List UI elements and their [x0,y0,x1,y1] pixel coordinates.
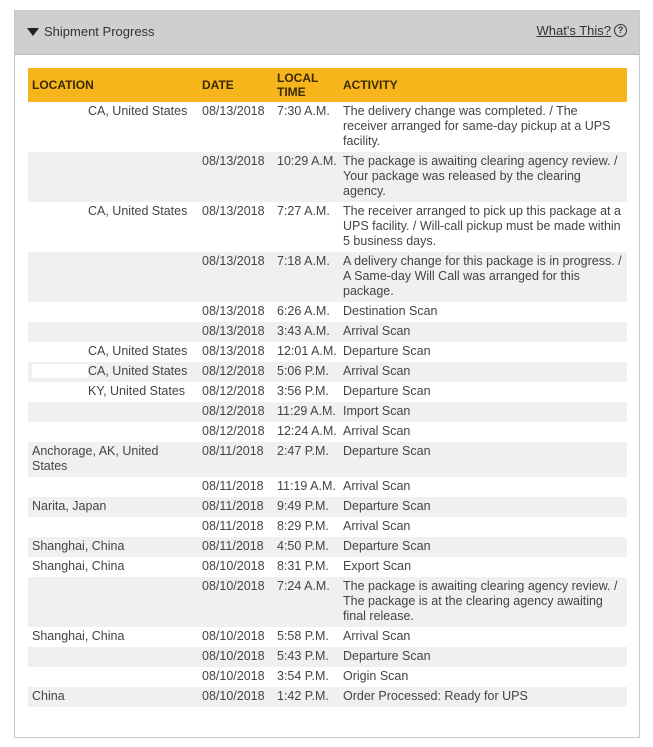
caret-down-icon [27,28,39,36]
redacted-block [32,204,88,218]
row-time: 10:29 A.M. [273,152,339,202]
table-row [28,402,627,422]
row-location [28,362,198,382]
row-activity: The delivery change was completed. / The receiver arranged for same-day pickup at a UPS facility. [339,102,627,152]
redacted-block [32,344,88,358]
row-location [28,667,198,687]
row-date: 08/10/2018 [198,647,273,667]
row-activity: Departure Scan [339,342,627,362]
row-time: 7:30 A.M. [273,102,339,152]
row-date: 08/13/2018 [198,152,273,202]
row-date: 08/11/2018 [198,442,273,477]
row-location [28,647,198,667]
row-activity: Destination Scan [339,302,627,322]
row-activity: Departure Scan [339,537,627,557]
row-time: 2:47 P.M. [273,442,339,477]
row-activity: Arrival Scan [339,477,627,497]
row-date: 08/11/2018 [198,477,273,497]
table-row [28,382,627,402]
table-header-row [28,68,627,102]
row-date: 08/12/2018 [198,402,273,422]
row-location [28,402,198,422]
col-date: DATE [198,68,273,102]
row-location [28,517,198,537]
row-date: 08/10/2018 [198,557,273,577]
row-location: Narita, Japan [28,497,198,517]
row-location [28,422,198,442]
row-date: 08/13/2018 [198,302,273,322]
row-activity: Departure Scan [339,382,627,402]
row-location: Shanghai, China [28,627,198,647]
col-activity: ACTIVITY [339,68,627,102]
row-activity: Arrival Scan [339,322,627,342]
row-time: 12:01 A.M. [273,342,339,362]
row-date: 08/13/2018 [198,342,273,362]
row-date: 08/13/2018 [198,202,273,252]
table-row [28,202,627,252]
row-location: Shanghai, China [28,557,198,577]
row-time: 3:56 P.M. [273,382,339,402]
table-body [28,102,627,707]
redacted-block [32,364,88,378]
row-activity: Origin Scan [339,667,627,687]
collapse-toggle[interactable] [27,24,155,39]
row-time: 5:43 P.M. [273,647,339,667]
row-location [28,342,198,362]
table-row [28,362,627,382]
row-time: 9:49 P.M. [273,497,339,517]
redacted-block [32,104,88,118]
panel-header [15,11,639,55]
row-time: 5:58 P.M. [273,627,339,647]
row-time: 3:54 P.M. [273,667,339,687]
row-location [28,302,198,322]
row-activity: Order Processed: Ready for UPS [339,687,627,707]
row-time: 1:42 P.M. [273,687,339,707]
row-time: 8:31 P.M. [273,557,339,577]
row-date: 08/11/2018 [198,497,273,517]
row-time: 7:18 A.M. [273,252,339,302]
row-activity: A delivery change for this package is in progress. / A Same-day Will Call was arranged for this package. [339,252,627,302]
progress-table [28,68,627,707]
table-row [28,557,627,577]
row-time: 7:24 A.M. [273,577,339,627]
table-row [28,627,627,647]
table-row [28,322,627,342]
table-row [28,422,627,442]
whats-this-label[interactable]: What's This? [536,23,611,38]
row-date: 08/10/2018 [198,627,273,647]
help-circle-icon[interactable]: ? [614,24,627,37]
row-location: Shanghai, China [28,537,198,557]
row-activity: The receiver arranged to pick up this package at a UPS facility. / Will-call pickup must be made within 5 business days. [339,202,627,252]
row-date: 08/10/2018 [198,667,273,687]
row-activity: Departure Scan [339,647,627,667]
whats-this-link[interactable] [537,23,628,38]
row-location [28,382,198,402]
row-date: 08/11/2018 [198,537,273,557]
row-time: 11:19 A.M. [273,477,339,497]
row-date: 08/12/2018 [198,362,273,382]
table-row [28,687,627,707]
row-activity: Arrival Scan [339,517,627,537]
table-row [28,667,627,687]
row-activity: Departure Scan [339,442,627,477]
row-date: 08/13/2018 [198,252,273,302]
table-row [28,577,627,627]
location-text: CA, United States [88,344,188,358]
row-date: 08/12/2018 [198,382,273,402]
table-row [28,442,627,477]
row-time: 5:06 P.M. [273,362,339,382]
row-location [28,252,198,302]
row-activity: Arrival Scan [339,362,627,382]
row-date: 08/10/2018 [198,687,273,707]
row-activity: The package is awaiting clearing agency review. / The package is at the clearing agency awaiting final release. [339,577,627,627]
location-text: KY, United States [88,384,186,398]
table-row [28,517,627,537]
row-activity: Arrival Scan [339,627,627,647]
col-local-time: LOCAL TIME [273,68,339,102]
row-date: 08/12/2018 [198,422,273,442]
row-time: 3:43 A.M. [273,322,339,342]
table-row [28,302,627,322]
table-row [28,647,627,667]
row-location [28,102,198,152]
row-date: 08/11/2018 [198,517,273,537]
row-time: 8:29 P.M. [273,517,339,537]
row-location [28,152,198,202]
row-time: 12:24 A.M. [273,422,339,442]
shipment-progress-panel [14,10,640,738]
location-text: CA, United States [88,104,188,118]
row-date: 08/13/2018 [198,102,273,152]
row-location [28,577,198,627]
table-row [28,252,627,302]
row-activity: The package is awaiting clearing agency review. / Your package was released by the clearing agency. [339,152,627,202]
location-text: CA, United States [88,364,188,378]
row-activity: Export Scan [339,557,627,577]
table-row [28,152,627,202]
table-row [28,497,627,517]
row-location: China [28,687,198,707]
redacted-block [32,384,88,398]
row-activity: Import Scan [339,402,627,422]
row-time: 11:29 A.M. [273,402,339,422]
row-location [28,477,198,497]
table-row [28,342,627,362]
row-location [28,322,198,342]
row-date: 08/10/2018 [198,577,273,627]
panel-title: Shipment Progress [44,24,155,39]
location-text: CA, United States [88,204,188,218]
table-row [28,477,627,497]
row-activity: Departure Scan [339,497,627,517]
table-row [28,102,627,152]
row-time: 4:50 P.M. [273,537,339,557]
row-time: 7:27 A.M. [273,202,339,252]
row-activity: Arrival Scan [339,422,627,442]
row-date: 08/13/2018 [198,322,273,342]
row-location: Anchorage, AK, United States [28,442,198,477]
row-time: 6:26 A.M. [273,302,339,322]
col-location: LOCATION [28,68,198,102]
table-row [28,537,627,557]
row-location [28,202,198,252]
